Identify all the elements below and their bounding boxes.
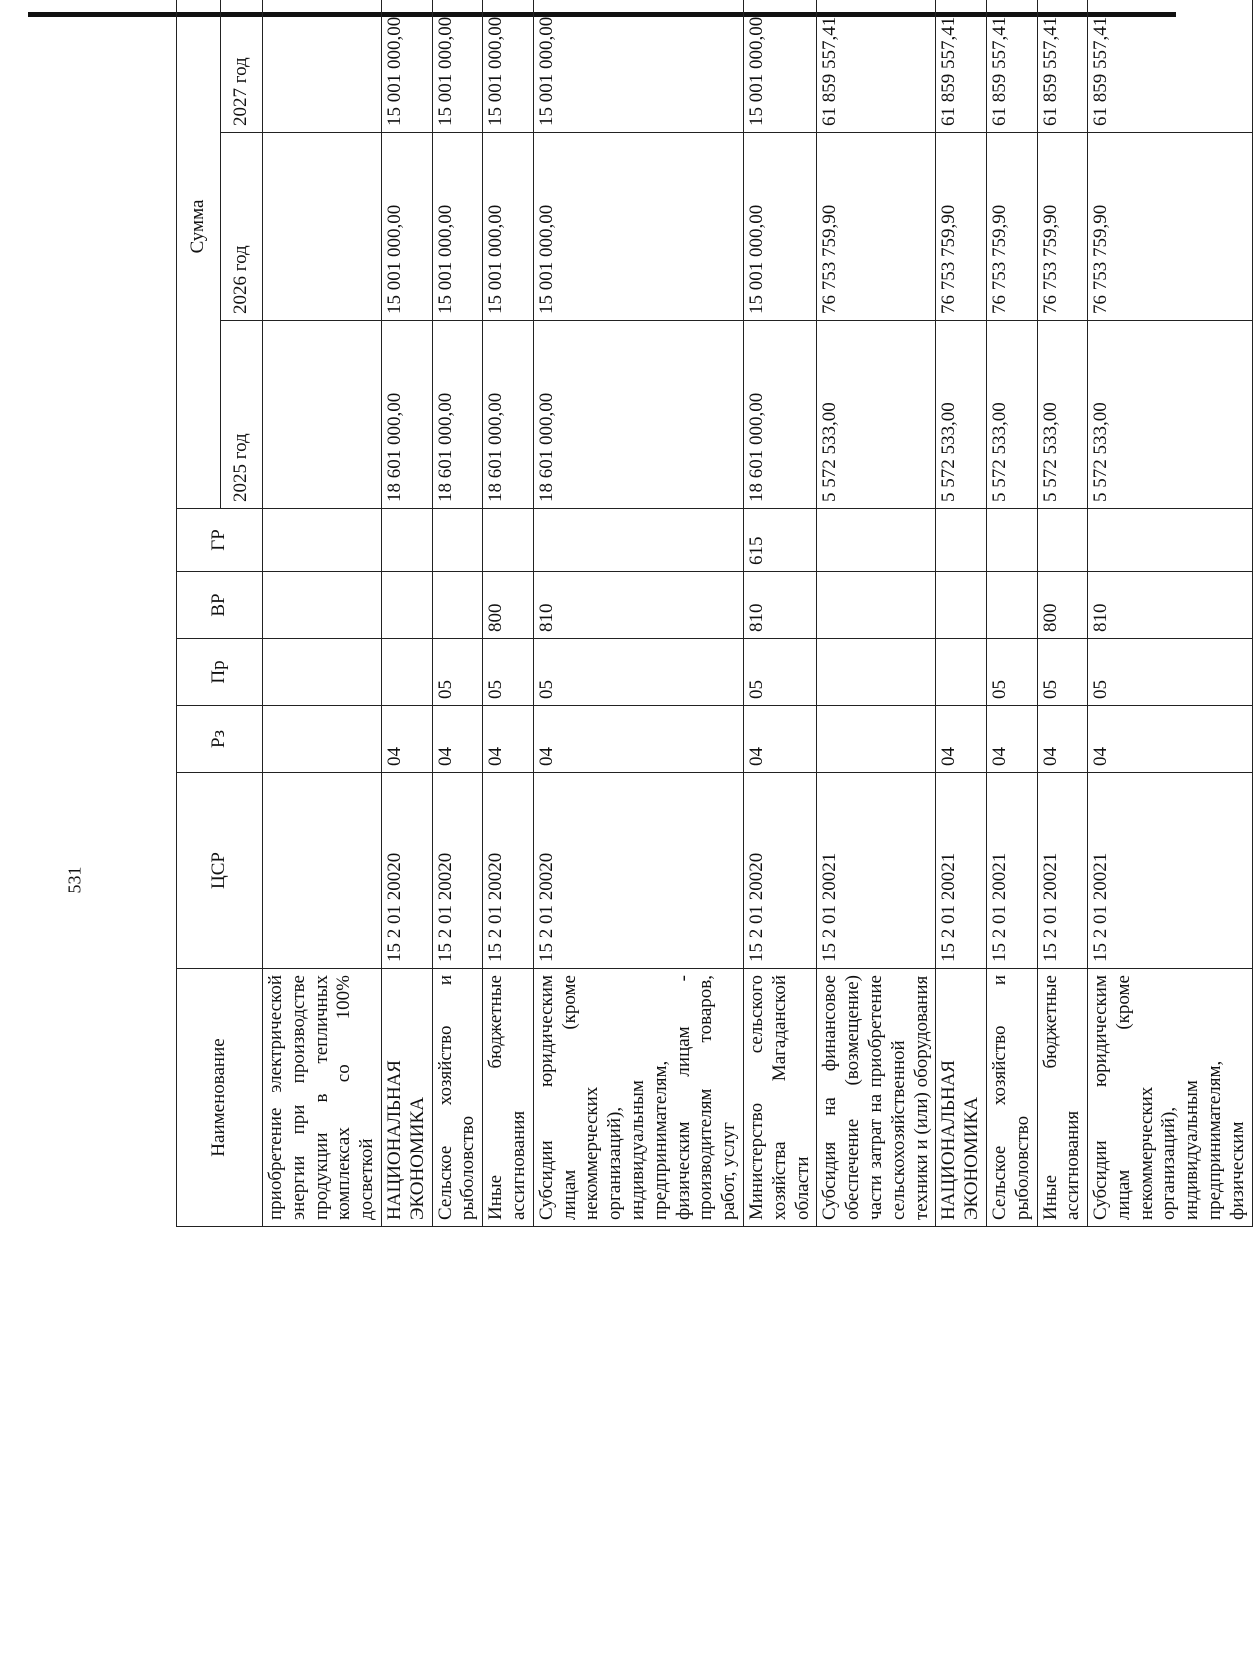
- cell-name: Субсидия на финансовое обеспечение (возмещение) части затрат на приобретение сельскохозяйственной техники и (или) оборудования: [817, 969, 936, 1227]
- cell-y2025: 5 572 533,00: [817, 321, 936, 509]
- cell-y2027: 15 001 000,00: [381, 0, 432, 133]
- cell-y2026: 76 753 759,90: [986, 133, 1037, 321]
- cell-rz: 04: [533, 706, 743, 773]
- cell-vr: 810: [533, 572, 743, 639]
- cell-pr: 05: [986, 639, 1037, 706]
- cell-gr: [263, 509, 382, 572]
- cell-rz: [817, 706, 936, 773]
- cell-csr: 15 2 01 20020: [483, 773, 534, 969]
- cell-name: приобретение электрической энергии при производстве продукции в тепличных комплексах со 100% досветкой: [263, 969, 382, 1227]
- cell-y2027: 15 001 000,00: [743, 0, 816, 133]
- cell-y2025: 18 601 000,00: [533, 321, 743, 509]
- cell-y2026: 76 753 759,90: [1088, 133, 1253, 321]
- table-row: [936, 0, 987, 1227]
- cell-y2026: 76 753 759,90: [817, 133, 936, 321]
- cell-rz: 04: [936, 706, 987, 773]
- cell-csr: 15 2 01 20020: [533, 773, 743, 969]
- cell-pr: [381, 639, 432, 706]
- cell-y2025: 5 572 533,00: [986, 321, 1037, 509]
- cell-gr: [432, 509, 483, 572]
- table-row: [986, 0, 1037, 1227]
- cell-y2026: 15 001 000,00: [743, 133, 816, 321]
- cell-y2025: 18 601 000,00: [432, 321, 483, 509]
- cell-y2027: 61 859 557,41: [986, 0, 1037, 133]
- table-row: [743, 0, 816, 1227]
- cell-name: Субсидии юридическим лицам (кроме некоммерческих организаций), индивидуальным предпринимателям, физическим: [1088, 969, 1253, 1227]
- cell-y2025: [263, 321, 382, 509]
- cell-y2026: [263, 133, 382, 321]
- header-rz: Рз: [177, 706, 263, 773]
- cell-csr: 15 2 01 20021: [986, 773, 1037, 969]
- cell-rz: 04: [1088, 706, 1253, 773]
- cell-pr: 05: [432, 639, 483, 706]
- cell-rz: 04: [1037, 706, 1088, 773]
- cell-pr: 05: [743, 639, 816, 706]
- cell-vr: [432, 572, 483, 639]
- cell-y2027: 61 859 557,41: [1037, 0, 1088, 133]
- cell-name: НАЦИОНАЛЬНАЯ ЭКОНОМИКА: [381, 969, 432, 1227]
- cell-csr: 15 2 01 20021: [817, 773, 936, 969]
- header-row-1: [177, 0, 221, 1227]
- cell-vr: [817, 572, 936, 639]
- header-vr: ВР: [177, 572, 263, 639]
- cell-gr: [533, 509, 743, 572]
- cell-gr: [483, 509, 534, 572]
- cell-y2026: 76 753 759,90: [1037, 133, 1088, 321]
- cell-y2025: 5 572 533,00: [1088, 321, 1253, 509]
- cell-pr: 05: [1088, 639, 1253, 706]
- cell-vr: [381, 572, 432, 639]
- cell-y2027: 15 001 000,00: [533, 0, 743, 133]
- cell-y2025: 5 572 533,00: [936, 321, 987, 509]
- header-year-2025: 2025 год: [221, 321, 263, 509]
- cell-vr: 800: [483, 572, 534, 639]
- header-pr: Пр: [177, 639, 263, 706]
- cell-pr: 05: [483, 639, 534, 706]
- cell-vr: [986, 572, 1037, 639]
- cell-name: Сельское хозяйство и рыболовство: [432, 969, 483, 1227]
- cell-name: Иные бюджетные ассигнования: [483, 969, 534, 1227]
- cell-csr: 15 2 01 20020: [381, 773, 432, 969]
- cell-rz: 04: [483, 706, 534, 773]
- cell-name: Иные бюджетные ассигнования: [1037, 969, 1088, 1227]
- cell-gr: [986, 509, 1037, 572]
- cell-y2025: 18 601 000,00: [743, 321, 816, 509]
- cell-name: НАЦИОНАЛЬНАЯ ЭКОНОМИКА: [936, 969, 987, 1227]
- cell-vr: 810: [1088, 572, 1253, 639]
- cell-pr: [263, 639, 382, 706]
- table-row: [533, 0, 743, 1227]
- cell-csr: [263, 773, 382, 969]
- header-name: Наименование: [177, 969, 263, 1227]
- budget-table: [176, 0, 1253, 1227]
- cell-y2027: 61 859 557,41: [936, 0, 987, 133]
- table-row: [432, 0, 483, 1227]
- cell-gr: [817, 509, 936, 572]
- table-row: [817, 0, 936, 1227]
- cell-vr: [936, 572, 987, 639]
- header-csr: ЦСР: [177, 773, 263, 969]
- cell-vr: [263, 572, 382, 639]
- cell-gr: [936, 509, 987, 572]
- table-row: [1037, 0, 1088, 1227]
- cell-rz: 04: [986, 706, 1037, 773]
- cell-y2026: 76 753 759,90: [936, 133, 987, 321]
- cell-y2027: [263, 0, 382, 133]
- cell-pr: 05: [1037, 639, 1088, 706]
- cell-vr: 800: [1037, 572, 1088, 639]
- cell-vr: 810: [743, 572, 816, 639]
- table-row: [381, 0, 432, 1227]
- cell-pr: [936, 639, 987, 706]
- cell-name: Сельское хозяйство и рыболовство: [986, 969, 1037, 1227]
- cell-y2027: 61 859 557,41: [817, 0, 936, 133]
- table-body: [263, 0, 1253, 1227]
- budget-table-wrapper: [176, 16, 1248, 1227]
- cell-y2027: 15 001 000,00: [483, 0, 534, 133]
- cell-y2026: 15 001 000,00: [533, 133, 743, 321]
- cell-csr: 15 2 01 20021: [1037, 773, 1088, 969]
- cell-gr: 615: [743, 509, 816, 572]
- cell-gr: [381, 509, 432, 572]
- cell-y2026: 15 001 000,00: [381, 133, 432, 321]
- cell-rz: 04: [743, 706, 816, 773]
- cell-csr: 15 2 01 20020: [432, 773, 483, 969]
- cell-csr: 15 2 01 20020: [743, 773, 816, 969]
- cell-y2025: 5 572 533,00: [1037, 321, 1088, 509]
- cell-gr: [1088, 509, 1253, 572]
- cell-rz: [263, 706, 382, 773]
- table-row: [483, 0, 534, 1227]
- cell-rz: 04: [381, 706, 432, 773]
- cell-gr: [1037, 509, 1088, 572]
- header-gr: ГР: [177, 509, 263, 572]
- cell-y2027: 15 001 000,00: [432, 0, 483, 133]
- cell-csr: 15 2 01 20021: [936, 773, 987, 969]
- cell-rz: 04: [432, 706, 483, 773]
- cell-y2026: 15 001 000,00: [483, 133, 534, 321]
- cell-csr: 15 2 01 20021: [1088, 773, 1253, 969]
- cell-y2026: 15 001 000,00: [432, 133, 483, 321]
- table-row: [1088, 0, 1253, 1227]
- cell-name: Министерство сельского хозяйства Магаданской области: [743, 969, 816, 1227]
- table-row: [263, 0, 382, 1227]
- cell-y2025: 18 601 000,00: [483, 321, 534, 509]
- cell-name: Субсидии юридическим лицам (кроме некоммерческих организаций), индивидуальным предпринимателям, физическим лицам - производителям товаров, работ, услуг: [533, 969, 743, 1227]
- cell-pr: [817, 639, 936, 706]
- header-sum: Сумма: [177, 0, 221, 509]
- cell-y2027: 61 859 557,41: [1088, 0, 1253, 133]
- header-year-2026: 2026 год: [221, 133, 263, 321]
- page-number: 531: [64, 866, 85, 894]
- cell-pr: 05: [533, 639, 743, 706]
- cell-y2025: 18 601 000,00: [381, 321, 432, 509]
- header-year-2027: 2027 год: [221, 0, 263, 133]
